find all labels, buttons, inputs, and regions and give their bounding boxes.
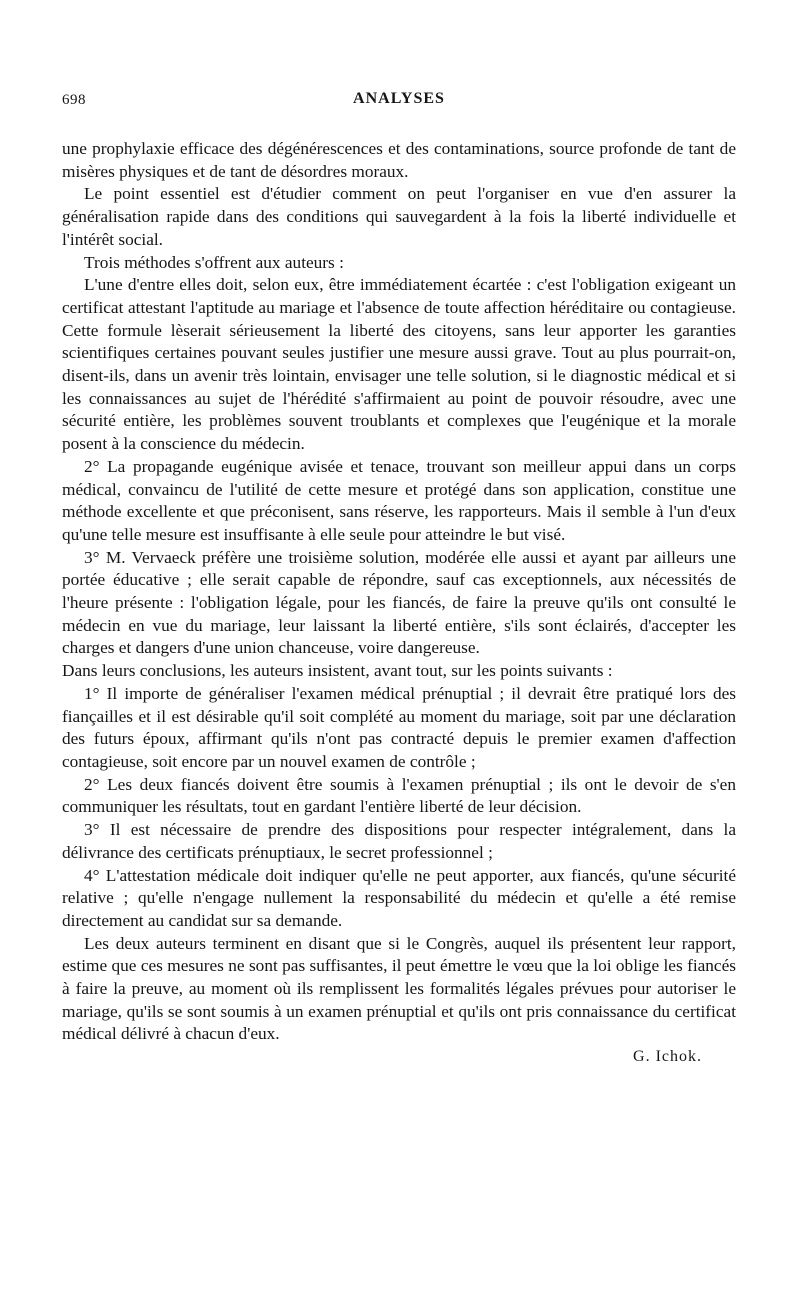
paragraph-method-1: L'une d'entre elles doit, selon eux, être immédiatement écartée : c'est l'obligation exigeant un certificat attestant l'aptitude au mariage et l'absence de toute affection héréditaire ou contagieuse. Cette formule lèserait sérieusement la liberté des citoyens, sans leur apporter les garanties scientifiques certaines pouvant seules justifier une mesure aussi grave. Tout au plus pourrait-on, disent-ils, dans un avenir très lointain, envisager une telle solution, si le diagnostic médical et si les connaissances au sujet de l'hérédité s'affirmaient au point de pouvoir résoudre, avec une sécurité entière, les problèmes souvent troublants et complexes que l'eugénique et la morale posent à la conscience du médecin. (62, 275, 736, 454)
paragraph-continuation: une prophylaxie efficace des dégénérescences et des contaminations, source profonde de tant de misères physiques et de tant de désordres moraux. (62, 139, 736, 181)
article-body (62, 138, 736, 1046)
paragraph-conclusion-3: 3° Il est nécessaire de prendre des dispositions pour respecter intégralement, dans la délivrance des certificats prénuptiaux, le secret professionnel ; (62, 820, 736, 862)
paragraph-essential-point: Le point essentiel est d'étudier comment on peut l'organiser en vue d'en assurer la généralisation rapide dans des conditions qui sauvegardent à la fois la liberté individuelle et l'intérêt social. (62, 184, 736, 249)
author-signature: G. Ichok. (633, 1048, 702, 1066)
paragraph-method-2: 2° La propagande eugénique avisée et tenace, trouvant son meilleur appui dans un corps médical, convaincu de l'utilité de cette mesure et protégé dans son application, constitue une méthode excellente et que préconisent, sans réserve, les rapporteurs. Mais il semble à l'un d'eux qu'une telle mesure est insuffisante à elle seule pour atteindre le but visé. (62, 456, 736, 544)
paragraph-conclusions-intro: Dans leurs conclusions, les auteurs insistent, avant tout, sur les points suivants : (62, 661, 613, 681)
page (62, 88, 736, 1066)
paragraph-conclusion-4: 4° L'attestation médicale doit indiquer qu'elle ne peut apporter, aux fiancés, qu'une sécurité relative ; qu'elle n'engage nullement la responsabilité du médecin et qu'elle a été remise directement au candidat sur sa demande. (62, 865, 736, 930)
paragraph-method-3: 3° M. Vervaeck préfère une troisième solution, modérée elle aussi et ayant par ailleurs une portée éducative ; elle serait capable de répondre, sauf cas exceptionnels, aux nécessités de l'heure présente : l'obligation légale, pour les fiancés, de faire la preuve qu'ils ont consulté le médecin en vue du mariage, leur laissant la liberté entière, s'ils sont éclairés, d'accepter les charges et dangers d'une union chanceuse, voire dangereuse. (62, 547, 736, 658)
paragraph-final: Les deux auteurs terminent en disant que si le Congrès, auquel ils présentent leur rapport, estime que ces mesures ne sont pas suffisantes, il peut émettre le vœu que la loi oblige les fiancés à faire la preuve, au moment où ils remplissent les formalités légales prévues pour autoriser le mariage, qu'ils se sont soumis à un examen prénuptial et qu'ils ont pris connaissance du certificat médical délivré à chacun d'eux. (62, 933, 736, 1044)
paragraph-conclusion-2: 2° Les deux fiancés doivent être soumis à l'examen prénuptial ; ils ont le devoir de s'en communiquer les résultats, tout en gardant l'entière liberté de leur décision. (62, 774, 736, 817)
running-head: ANALYSES (353, 90, 445, 107)
paragraph-conclusion-1: 1° Il importe de généraliser l'examen médical prénuptial ; il devrait être pratiqué lors des fiançailles et il est désirable qu'il soit complété au moment du mariage, soit par une déclaration des futurs époux, affirmant qu'ils n'ont pas contracté depuis le premier examen d'affection contagieuse, soit encore par un nouvel examen de contrôle ; (62, 683, 736, 771)
paragraph-three-methods: Trois méthodes s'offrent aux auteurs : (84, 252, 344, 272)
page-header (62, 88, 736, 118)
page-number: 698 (62, 92, 86, 108)
